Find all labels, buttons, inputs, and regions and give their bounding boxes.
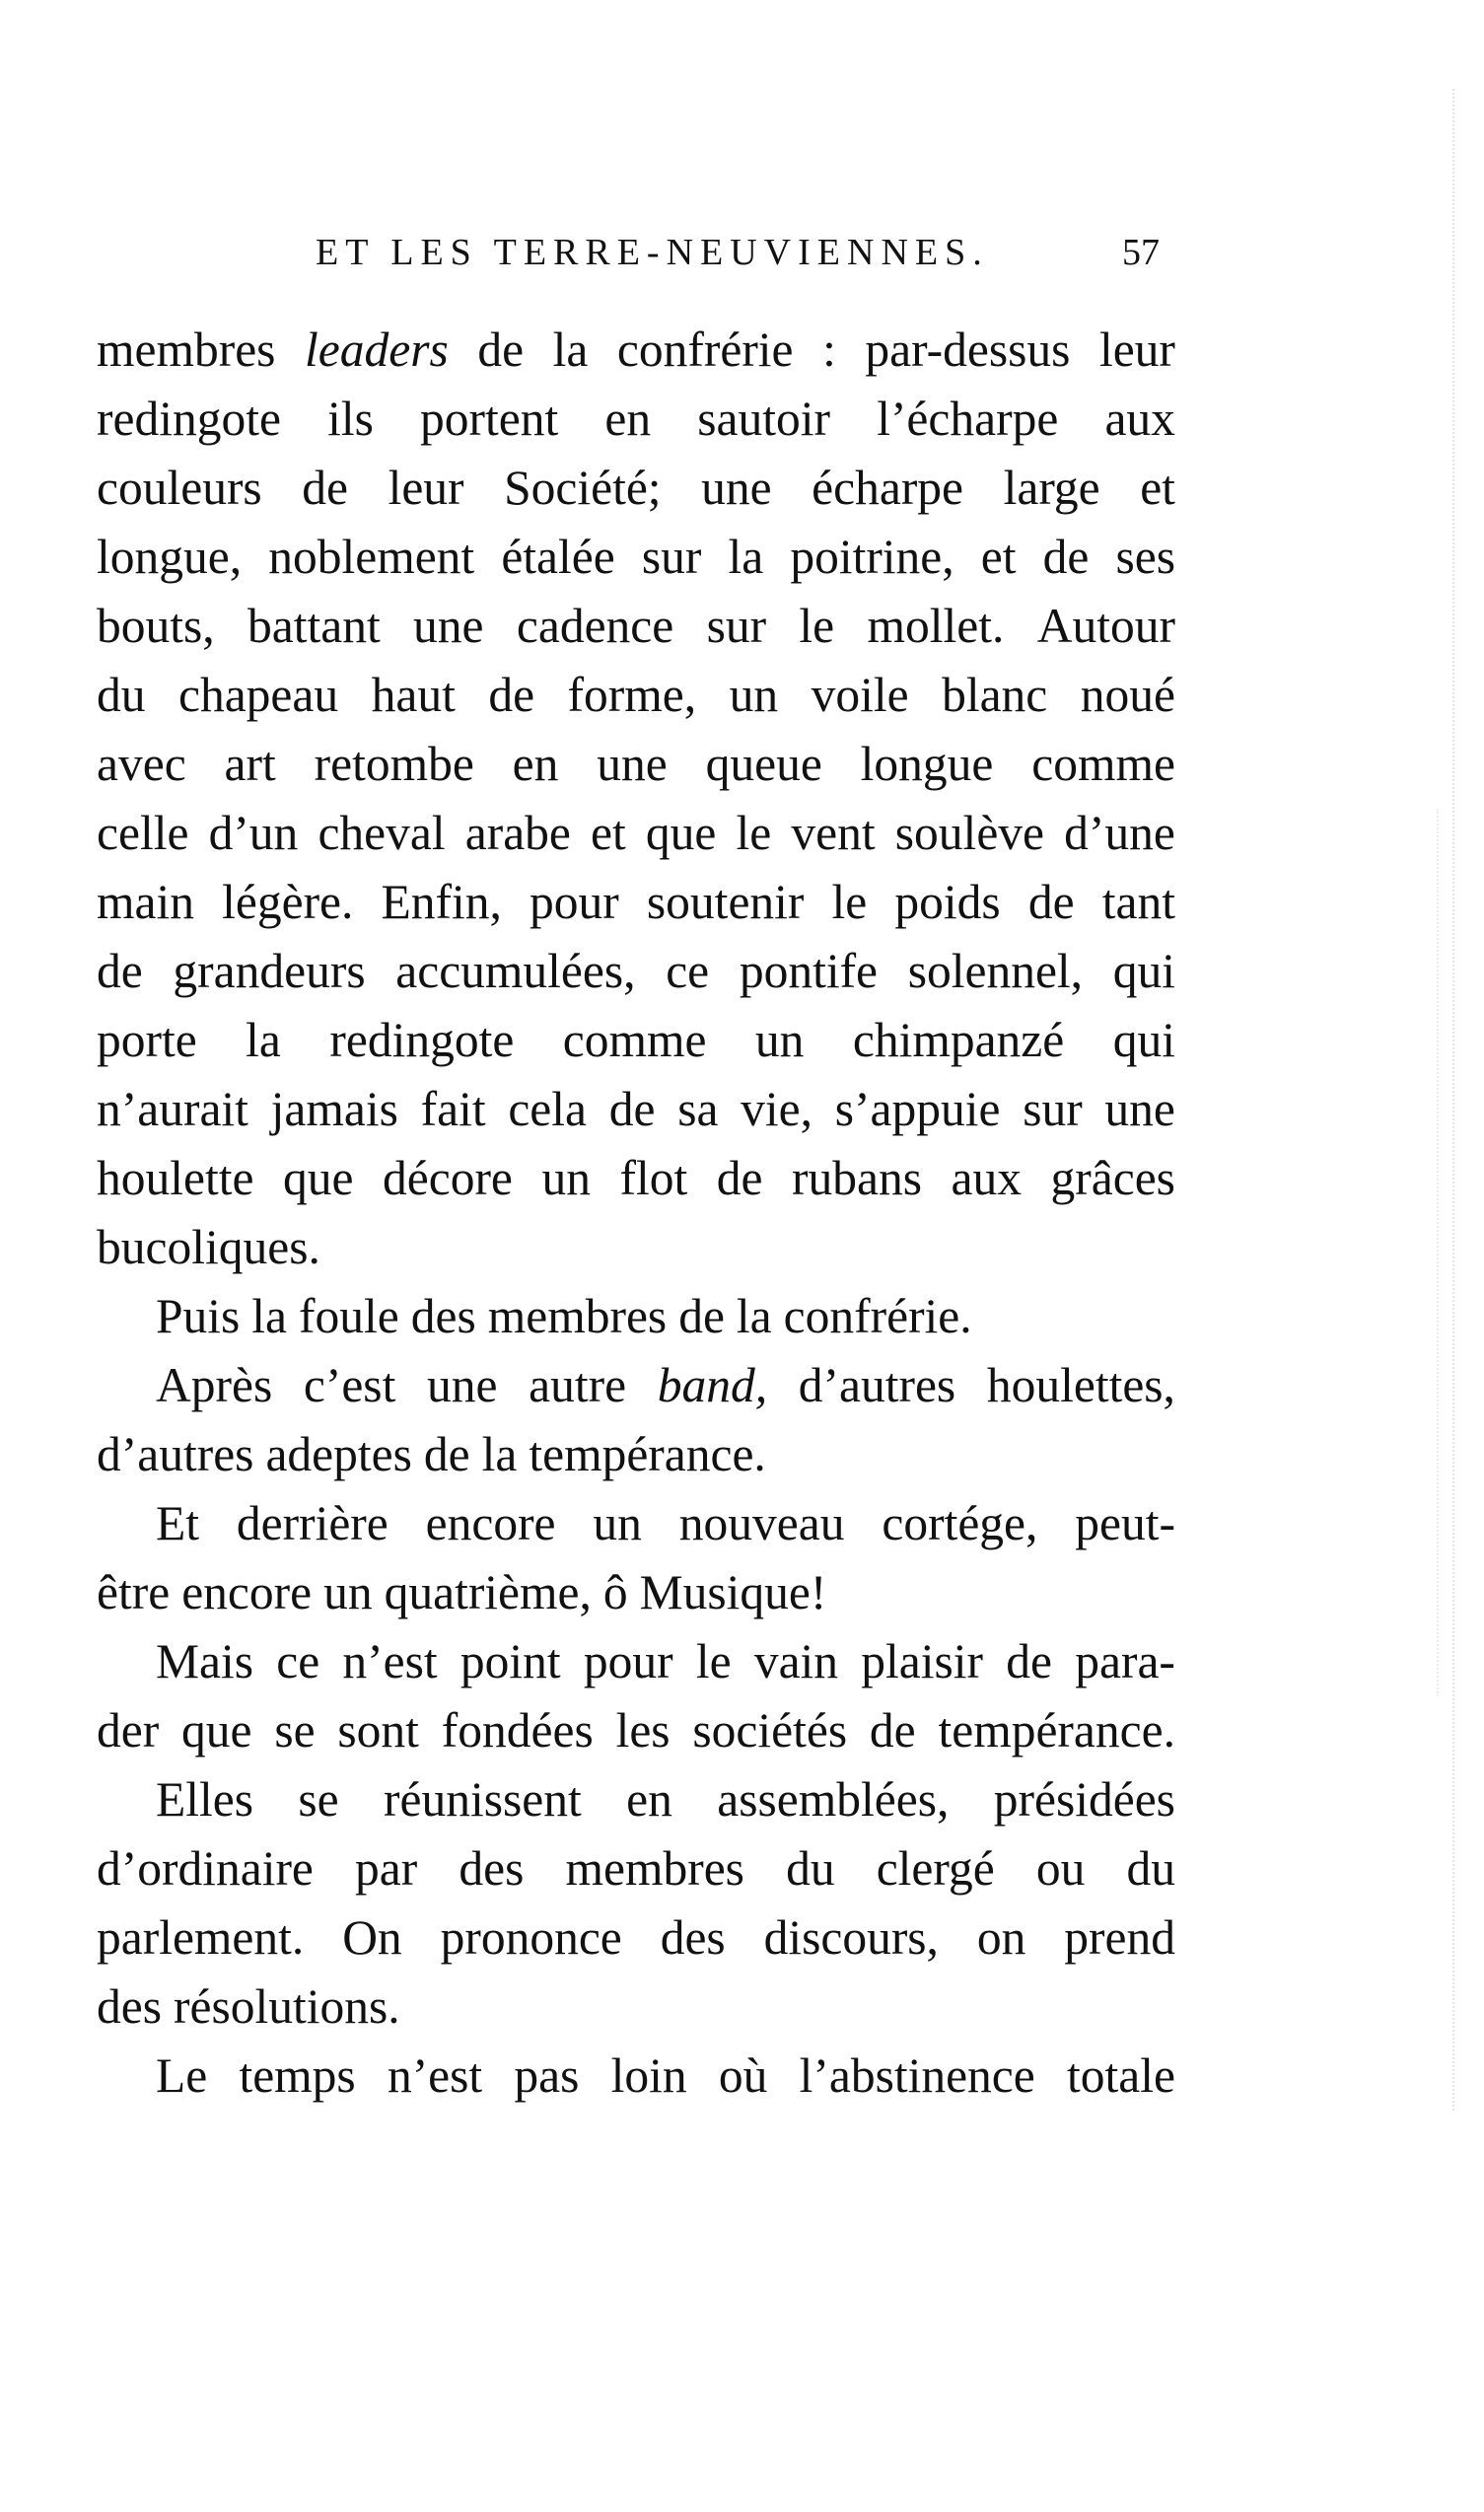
word: de (477, 323, 525, 377)
word: cela (508, 1082, 587, 1136)
word: pour (530, 875, 619, 929)
word: Société; (504, 461, 662, 515)
word: redingote (329, 1013, 515, 1067)
word: membres (97, 323, 276, 377)
word: une (701, 461, 772, 515)
word: décore (383, 1151, 513, 1205)
word: des (410, 1289, 476, 1343)
word: portent (420, 392, 559, 446)
text-line (97, 799, 1175, 868)
word: un (323, 1565, 373, 1619)
word: qui (1112, 1013, 1175, 1067)
word: Puis (156, 1289, 241, 1343)
word: étalée (501, 530, 615, 584)
text-line (97, 454, 1175, 523)
word: où (718, 2048, 768, 2103)
word: noblement (268, 530, 475, 584)
word: de (716, 1151, 763, 1205)
word: le (831, 875, 868, 929)
word: pas (514, 2048, 580, 2103)
word: totale (1066, 2048, 1175, 2103)
word: ses (1115, 530, 1175, 584)
word: confrérie (616, 323, 794, 377)
word: de (488, 668, 535, 722)
text-line (97, 1420, 1175, 1489)
word: redingote (97, 392, 281, 446)
word: de (97, 944, 143, 998)
running-head: ET LES TERRE-NEUVIENNES. (316, 232, 989, 273)
word: assemblées, (717, 1772, 950, 1827)
text-line (97, 316, 1175, 385)
word: se (298, 1772, 339, 1827)
word: légère. (222, 875, 354, 929)
word: chapeau (177, 668, 339, 722)
text-line (97, 1213, 1175, 1282)
word: Autour (1036, 599, 1175, 653)
word: la (552, 323, 589, 377)
word: présidées (993, 1772, 1175, 1827)
text-line (97, 868, 1175, 937)
word: Après (156, 1358, 273, 1412)
word: point (459, 1634, 561, 1688)
word: réunissent (384, 1772, 582, 1827)
word: poids (894, 875, 1001, 929)
word: des (459, 1841, 525, 1896)
word: : (822, 323, 836, 377)
italic-word: leaders (305, 323, 449, 377)
word: écharpe (812, 461, 964, 515)
word: Enfin, (381, 875, 502, 929)
word: sur (641, 530, 702, 584)
text-line (97, 1834, 1175, 1903)
word: comme (562, 1013, 707, 1067)
italic-word: band, (657, 1358, 768, 1412)
word: Mais (156, 1634, 253, 1688)
word: du (97, 668, 146, 722)
word: la (251, 1289, 288, 1343)
word: Et (156, 1496, 199, 1550)
word: plaisir (861, 1634, 984, 1688)
word: une (413, 599, 484, 653)
word: Elles (156, 1772, 253, 1827)
word: peut- (1075, 1496, 1175, 1550)
word: Musique! (639, 1565, 827, 1619)
word: le (695, 1634, 732, 1688)
word: la (736, 1289, 772, 1343)
word: battant (247, 599, 381, 653)
word: de (1042, 530, 1090, 584)
word: leur (1098, 323, 1175, 377)
word: un (754, 1013, 805, 1067)
word: avec (97, 737, 186, 791)
word: mollet. (867, 599, 1005, 653)
word: d’autres (97, 1427, 254, 1481)
word: quatrième, (384, 1565, 592, 1619)
word: que (645, 806, 717, 860)
word: sautoir (697, 392, 831, 446)
word: de (423, 1427, 470, 1481)
text-line (97, 1558, 1175, 1627)
word: cortége, (882, 1496, 1038, 1550)
word: être (97, 1565, 171, 1619)
word: tant (1101, 875, 1175, 929)
word: ce (276, 1634, 320, 1688)
word: une (597, 737, 668, 791)
word: prononce (440, 1910, 622, 1965)
word: main (97, 875, 194, 929)
word: noué (1080, 668, 1175, 722)
word: houlettes, (986, 1358, 1175, 1412)
word: encore (425, 1496, 556, 1550)
word: arabe (464, 806, 571, 860)
word: accumulées, (395, 944, 636, 998)
word: par (355, 1841, 418, 1896)
word: membres (565, 1841, 744, 1896)
word: qui (1112, 944, 1175, 998)
text-line (97, 1351, 1175, 1420)
word: discours, (763, 1910, 939, 1965)
word: rubans (792, 1151, 922, 1205)
word: solennel, (907, 944, 1084, 998)
word: que (181, 1703, 252, 1758)
word: en (626, 1772, 672, 1827)
text-line (97, 1696, 1175, 1765)
word: sociétés (692, 1703, 848, 1758)
word: on (976, 1910, 1026, 1965)
word: voile (811, 668, 909, 722)
word: du (786, 1841, 835, 1896)
text-line (97, 1489, 1175, 1558)
word: grâces (1050, 1151, 1175, 1205)
word: On (342, 1910, 402, 1965)
word: forme, (567, 668, 697, 722)
word: bouts, (97, 599, 215, 653)
word: aux (951, 1151, 1022, 1205)
word: et (591, 806, 626, 860)
word: c’est (303, 1358, 396, 1412)
word: porte (97, 1013, 197, 1067)
word: retombe (314, 737, 474, 791)
word: soutenir (646, 875, 805, 929)
word: une (426, 1358, 498, 1412)
word: grandeurs (173, 944, 366, 998)
word: un (593, 1496, 642, 1550)
word: et (1140, 461, 1175, 515)
word: la (728, 530, 764, 584)
word: que (282, 1151, 354, 1205)
text-line (97, 523, 1175, 592)
word: celle (97, 806, 189, 860)
word: s’appuie (834, 1082, 1001, 1136)
word: pontife (739, 944, 879, 998)
word: leur (388, 461, 464, 515)
word: une (1104, 1082, 1175, 1136)
word: art (224, 737, 276, 791)
word: houlette (97, 1151, 254, 1205)
word: queue (705, 737, 822, 791)
word: par-dessus (865, 323, 1071, 377)
word: d’un (208, 806, 299, 860)
word: du (1126, 1841, 1175, 1896)
word: de (1006, 1634, 1052, 1688)
word: cheval (318, 806, 446, 860)
word: confrérie. (783, 1289, 972, 1343)
word: loin (610, 2048, 687, 2103)
word: un (729, 668, 779, 722)
word: large (1003, 461, 1100, 515)
word: vain (753, 1634, 839, 1688)
word: Le (156, 2048, 208, 2103)
word: des (660, 1910, 726, 1965)
text-line (97, 385, 1175, 454)
word: d’une (1064, 806, 1175, 860)
word: en (604, 392, 652, 446)
text-line (97, 592, 1175, 661)
word: membres (487, 1289, 668, 1343)
word: d’autres (798, 1358, 956, 1412)
word: couleurs (97, 461, 262, 515)
word: les (615, 1703, 671, 1758)
text-line (97, 2042, 1175, 2111)
word: n’est (387, 2048, 483, 2103)
word: le (736, 806, 772, 860)
word: de (608, 1082, 656, 1136)
word: tempérance. (938, 1703, 1175, 1758)
word: le (799, 599, 835, 653)
word: vent (791, 806, 876, 860)
word: ce (666, 944, 710, 998)
text-line (97, 1973, 1175, 2042)
scan-edge-mark (1437, 809, 1450, 1696)
word: prend (1064, 1910, 1175, 1965)
word: sa (677, 1082, 719, 1136)
text-line (97, 1075, 1175, 1144)
word: tempérance. (529, 1427, 766, 1481)
word: aux (1104, 392, 1175, 446)
scan-edge-mark (1452, 89, 1466, 2111)
word: des (97, 1979, 162, 2034)
word: jamais (270, 1082, 398, 1136)
word: para- (1075, 1634, 1175, 1688)
word: fait (420, 1082, 486, 1136)
word: résolutions. (173, 1979, 400, 2034)
word: der (97, 1703, 160, 1758)
text-line (97, 1903, 1175, 1973)
word: ô (602, 1565, 628, 1619)
word: d’ordinaire (97, 1841, 314, 1896)
word: sur (706, 599, 767, 653)
word: foule (299, 1289, 399, 1343)
word: fondées (441, 1703, 594, 1758)
word: l’écharpe (877, 392, 1059, 446)
word: l’abstinence (799, 2048, 1035, 2103)
text-line (97, 1006, 1175, 1075)
word: sont (337, 1703, 419, 1758)
text-line (97, 730, 1175, 799)
word: la (246, 1013, 281, 1067)
word: clergé (876, 1841, 995, 1896)
word: nouveau (678, 1496, 845, 1550)
word: temps (239, 2048, 356, 2103)
text-line (97, 661, 1175, 730)
word: ils (327, 392, 374, 446)
text-line (97, 1144, 1175, 1213)
word: n’aurait (97, 1082, 248, 1136)
word: comme (1031, 737, 1175, 791)
word: pour (583, 1634, 673, 1688)
word: de (302, 461, 348, 515)
word: encore (181, 1565, 313, 1619)
word: chimpanzé (852, 1013, 1065, 1067)
word: se (274, 1703, 316, 1758)
word: de (678, 1289, 725, 1343)
word: ou (1035, 1841, 1086, 1896)
word: cadence (516, 599, 674, 653)
word: de (1027, 875, 1075, 929)
text-line (97, 937, 1175, 1006)
word: la (481, 1427, 518, 1481)
word: parlement. (97, 1910, 305, 1965)
word: derrière (236, 1496, 389, 1550)
word: sur (1023, 1082, 1083, 1136)
text-line (97, 1282, 1175, 1351)
text-line (97, 1765, 1175, 1834)
word: bucoliques. (97, 1220, 320, 1274)
word: de (869, 1703, 916, 1758)
word: flot (619, 1151, 688, 1205)
word: et (980, 530, 1017, 584)
word: autre (529, 1358, 627, 1412)
word: en (512, 737, 559, 791)
word: n’est (342, 1634, 438, 1688)
word: poitrine, (790, 530, 954, 584)
word: longue (860, 737, 994, 791)
page-number: 57 (1122, 232, 1160, 273)
page-text (97, 316, 1175, 2111)
word: haut (371, 668, 456, 722)
text-line (97, 1627, 1175, 1696)
word: un (541, 1151, 591, 1205)
word: vie, (741, 1082, 813, 1136)
word: adeptes (265, 1427, 412, 1481)
word: longue, (97, 530, 243, 584)
word: blanc (942, 668, 1048, 722)
word: soulève (894, 806, 1045, 860)
